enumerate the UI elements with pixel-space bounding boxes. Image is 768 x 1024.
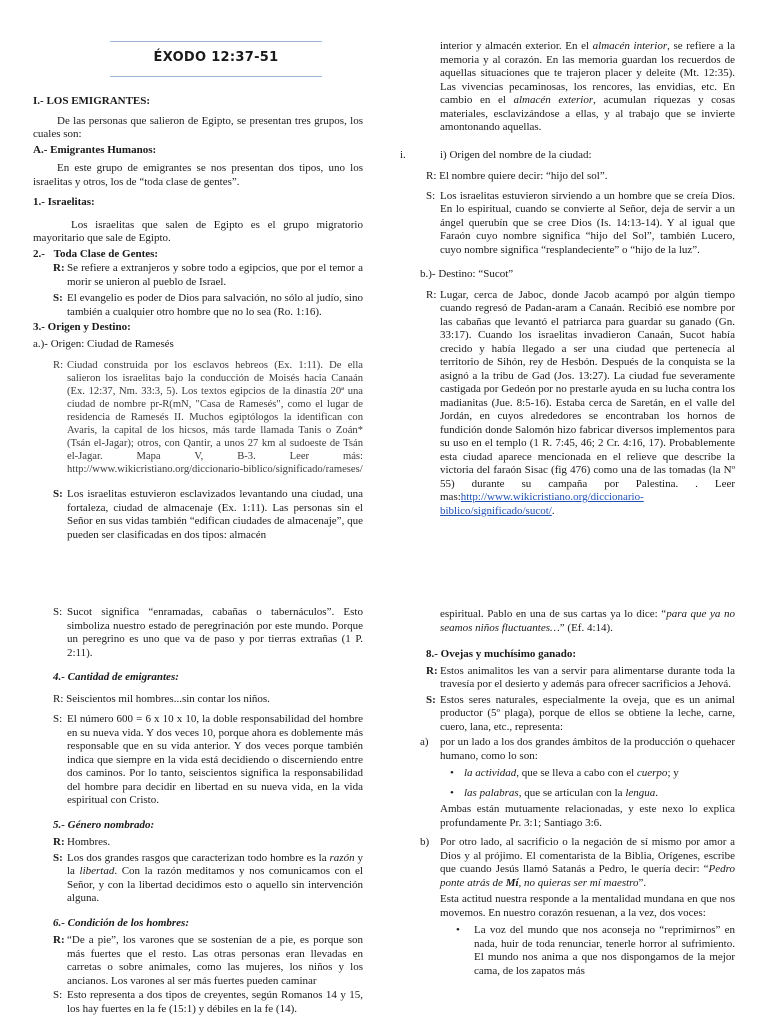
- list-item-b: [398, 836, 735, 890]
- left-column-top: [33, 95, 363, 542]
- paragraph: Esta actitud nuestra responde a la mentalidad mundana en que nos movemos. En nuestro corazón resuenan, a la vez, dos voces:: [440, 893, 735, 919]
- text-run: y la: [67, 851, 363, 877]
- paragraph-text: Lugar, cerca de Jaboc, donde Jacob acampó por algún tiempo cuando regresó de Padan-aram a Canaán. Recibió ese nombre por las cabañas que levantó el patriarca para guardar su ganado (Gn. 33:17). Cuando los israelitas invadieron Canaán, Sucot había crecido y había llegado a ser una ciudad que pertenecía al territorio de Sihón, rey de Hesbón. Después de la conquista se la asignó a la tribu de Gad (Jos. 13:27). La ciudad fue severamente castigada por Gedeón por no prestarle ayuda en su lucha contra los madianitas (Jue. 8:5-16). Estaba cerca de Saretán, en el valle del Jordán, en cuyos alrededores se encontraban los hornos de fundición donde Salomón hizo fabricar diversos implementos para su uso en el templo (1 R. 7:45, 46; 2 Cr. 4:16, 17). Probablemente esta ciudad aparece mencionada en el relieve que describe la victoria del faraón Sisac (fig 476) como una de las tomadas (la Nº 55) durante su campaña por Palestina. . Leer mas:: [440, 288, 735, 503]
- r-paragraph: [33, 359, 363, 476]
- paragraph: [398, 40, 735, 135]
- r-paragraph: [33, 836, 363, 850]
- paragraph: [398, 608, 735, 635]
- paragraph-text: El evangelio es poder de Dios para salvación, no sólo al judío, sino también a cualquier otro hombre que no lo sea (Ro. 1:16).: [67, 292, 363, 318]
- paragraph: En este grupo de emigrantes se nos presentan dos tipos, uno los israelitas y otros, los de “toda clase de gentes”.: [33, 162, 363, 188]
- subsection-heading: A.- Emigrantes Humanos:: [33, 143, 157, 156]
- s-label: S:: [53, 488, 63, 500]
- bullet-icon: •: [450, 767, 454, 779]
- r-label: R:: [426, 288, 437, 301]
- s-label: S:: [53, 292, 63, 304]
- r-paragraph: [33, 262, 363, 289]
- text-run-bold-italic: Mí: [505, 876, 519, 889]
- s-paragraph: [33, 989, 363, 1016]
- s-paragraph: [33, 713, 363, 808]
- r-paragraph: [398, 665, 735, 692]
- text-run-italic: almacén interior: [592, 40, 668, 52]
- paragraph-text: Se refiere a extranjeros y sobre todo a egipcios, que por el temor a morir se unieron al pueblo de Israel.: [67, 262, 363, 288]
- paragraph-text: “De a pie”, los varones que se sostenían de a pie, es porque son más fuertes que el resto. Las otras personas eran llevadas en carretas o sobre animales, como las mujeres, los niños y los ancianos. Los varones al ser más fuertes pueden caminar: [67, 934, 363, 987]
- r-label: R:: [53, 262, 65, 274]
- text-run-italic: , no quieras ser: [518, 876, 590, 889]
- text-run-italic: lengua: [625, 786, 656, 799]
- paragraph-text: Los israelitas estuvieron sirviendo a un hombre que se creía Dios. En lo espiritual, cuando se convierte al Señor, deja de servir a un ángel querubín que se cree Dios (Is. 14:13-14). Y al igual que Faraón cuyo nombre significa “hijo del Sol”, también Lucero, cuyo nombre significa “resplandeciente” o “hijo de la luz”.: [440, 189, 735, 256]
- s-paragraph: [33, 852, 363, 906]
- right-column-top: [398, 40, 735, 518]
- text-run: ”.: [638, 876, 647, 889]
- paragraph: Ambas están mutuamente relacionadas, y este nexo lo explica profundamente Pr. 3:1; Santiago 3:6.: [440, 803, 735, 829]
- s-label: S:: [426, 693, 436, 706]
- text-run: ” (Ef. 4:14).: [559, 621, 613, 634]
- paragraph: De las personas que salieron de Egipto, se presentan tres grupos, los cuales son:: [33, 114, 363, 140]
- subsection-heading: 3.- Origen y Destino:: [33, 321, 131, 333]
- paragraph-text: Ciudad construida por los esclavos hebreos (Ex. 1:11). De ella salieron los israelitas bajo la conducción de Moisés hacia Canaán (Ex. 12:37, Nm. 33:3, 5). Los textos egipcios de la dinastía 20ª una ciudad de nombre pr-R(mN, "Casa de Ramesés", como el lugar de residencia de Ramesés II. Muchos egiptólogos la identifican con Avaris, la capital de los hicsos, más tarde llamada Tanis o Zoán* (Tsán el-Jagar); otros, con Qantir, a unos 27 km al sudoeste de Tsán el-Jagar. Mapa V, B-3. Leer más: http://www.wikicristiano.org/diccionario-biblico/significado/rameses/: [67, 360, 363, 475]
- paragraph-text: Esto representa a dos tipos de creyentes, según Romanos 14 y 15, los hay fuertes en la fe (15:1) y débiles en la fe (14).: [67, 989, 363, 1015]
- text-run: , acumulan riquezas y cosas materiales, esclavizándose a ellas, y al trabajo que se invierte amontonando aquellas.: [440, 94, 735, 133]
- text-run: , se refiere a la memoria y al corazón. En las memoria guardan los recuerdos de aquellas situaciones que te trajeron placer y deleite (Mt. 12:35). Las vivencias pecaminosas, los rencores, las envidias, etc. En cambio en el: [440, 40, 735, 106]
- sucot-link[interactable]: http://www.wikicristiano.org/diccionario-biblico/significado/sucot/: [440, 491, 644, 517]
- r-label: R:: [53, 934, 65, 946]
- list-item-a: [398, 736, 735, 763]
- s-label: S:: [53, 851, 63, 864]
- text-run: .: [551, 504, 555, 517]
- paragraph-text: Hombres.: [67, 836, 111, 848]
- list-label: b): [420, 836, 430, 848]
- bullet-item: [398, 787, 735, 801]
- s-paragraph: [33, 488, 363, 542]
- page-title: ÉXODO 12:37-51: [153, 50, 279, 65]
- bullet-item: [398, 924, 735, 978]
- paragraph: Los israelitas que salen de Egipto es el grupo migratorio mayoritario que sale de Egipto.: [33, 218, 363, 244]
- bullet-item: [398, 767, 735, 781]
- text-run-italic: cuerpo: [636, 767, 668, 779]
- list-label: a): [420, 736, 429, 748]
- subheading: b.)- Destino: “Sucot”: [420, 268, 514, 280]
- title-rule-top: [110, 41, 322, 42]
- s-label: S:: [53, 989, 63, 1001]
- r-paragraph: [33, 934, 363, 988]
- subsection-heading: 1.- Israelitas:: [33, 196, 95, 208]
- heading-number: 2.-: [33, 247, 45, 260]
- text-run-italic: mí maestro: [589, 876, 639, 889]
- s-label: S:: [426, 189, 436, 202]
- text-run-italic: almacén exterior: [513, 94, 594, 106]
- roman-numeral: i.: [400, 148, 406, 161]
- text-run-italic: razón: [329, 851, 355, 864]
- paragraph-text: por un lado a los dos grandes ámbitos de la producción o quehacer humano, como lo son:: [440, 736, 735, 762]
- text-run: .: [655, 786, 659, 799]
- s-label: S:: [53, 606, 63, 618]
- s-paragraph: [33, 292, 363, 319]
- text-run-italic: Pedro ponte atrás de: [440, 863, 735, 889]
- heading-text: Toda Clase de Gentes:: [53, 247, 159, 260]
- section-heading: I.- LOS EMIGRANTES:: [33, 95, 151, 107]
- right-column-bottom: [398, 608, 735, 978]
- text-run: ; y: [667, 767, 679, 779]
- text-run-italic: la actividad: [464, 767, 517, 779]
- left-column-bottom: [33, 606, 363, 1016]
- s-paragraph: [398, 190, 735, 258]
- text-run: Los dos grandes rasgos que caracterizan todo hombre es la: [67, 851, 330, 864]
- subsection-heading: [33, 248, 363, 262]
- s-paragraph: [398, 694, 735, 735]
- r-label: R:: [426, 664, 438, 677]
- subheading: i) Origen del nombre de la ciudad:: [440, 148, 592, 161]
- paragraph-text: Estos seres naturales, especialmente la oveja, que es un animal productor (5º plaga), porque de ellos se obtiene la leche, carne, cuero, lana, etc., representa:: [440, 693, 735, 733]
- text-run-italic: libertad: [79, 865, 115, 877]
- text-run: , que se articulan con la: [518, 786, 626, 799]
- text-run: . Con la razón meditamos y nos comunicamos con el Señor, y con la libertad decidimos esto o aquello sin intervención alguna.: [67, 865, 363, 904]
- s-paragraph: [33, 606, 363, 660]
- text-run-italic: las palabras: [464, 786, 519, 799]
- text-run: Por otro lado, al sacrificio o la negación de sí mismo por amor a Dios y al prójimo. El comentarista de la Biblia, Orígenes, escribe que cuando Jesús llamó Satanás a Pedro, le quería decir: “: [440, 836, 735, 875]
- text-run: espiritual. Pablo en una de sus cartas ya lo dice: “: [440, 608, 667, 620]
- paragraph-text: La voz del mundo que nos aconseja no “reprimirnos” en nada, huir de toda renunciar, tenerle horror al sufrimiento. El mundo nos anima a que nos dispongamos de la mejor cama, de los zapatos más: [474, 924, 735, 977]
- r-label: R:: [53, 360, 64, 371]
- s-label: S:: [53, 713, 63, 725]
- bullet-icon: •: [456, 924, 460, 936]
- subheading: a.)- Origen: Ciudad de Ramesés: [33, 337, 174, 350]
- subsection-heading: 5.- Género nombrado:: [53, 818, 155, 831]
- text-run: interior y almacén exterior. En el: [440, 40, 593, 52]
- text-run-italic: para que ya no seamos niños fluctuantes…: [440, 608, 735, 634]
- r-paragraph: R: El nombre quiere decir: “hijo del sol”.: [426, 170, 608, 182]
- roman-item: [398, 149, 735, 163]
- subsection-heading: 4.- Cantidad de emigrantes:: [53, 671, 179, 683]
- r-paragraph: R: Seiscientos mil hombres...sin contar los niños.: [53, 692, 270, 705]
- text-run: , que se lleva a cabo con el: [516, 767, 637, 779]
- title-rule-bottom: [110, 76, 322, 77]
- paragraph-text: El número 600 = 6 x 10 x 10, la doble responsabilidad del hombre en su nueva vida. Y dos veces 10, porque ahora es doblemente más responsable que en su vida anterior. Y dos veces porque también indica que siempre en la vida está decidiendo o discerniendo entre dos caminos. Por lo tanto, seiscientos significa la responsabilidad del hombre para decidir en libertad en su nueva vida, en la vida espiritual con Cristo.: [67, 713, 363, 806]
- r-label: R:: [53, 836, 65, 848]
- subsection-heading: 6.- Condición de los hombres:: [53, 916, 189, 929]
- paragraph-text: Los israelitas estuvieron esclavizados levantando una ciudad, una fortaleza, ciudad de almacenaje (Ex. 1:11). Las personas sin el Señor en sus vidas también “edifican ciudades de almacenaje”, que pueden ser clasificadas en dos tipos: almacén: [67, 488, 363, 541]
- paragraph-text: Sucot significa “enramadas, cabañas o tabernáculos”. Esto simboliza nuestro estado de peregrinación por este mundo. Porque un peregrino es uno que va de paso y por tierras extrañas (1 P. 2:11).: [67, 606, 363, 659]
- paragraph-text: Estos animalitos les van a servir para alimentarse durante toda la travesía por el desierto y además para ofrecer sacrificios a Jehová.: [440, 664, 735, 690]
- bullet-icon: •: [450, 786, 454, 799]
- subsection-heading: 8.- Ovejas y muchísimo ganado:: [426, 648, 577, 660]
- r-paragraph: [398, 289, 735, 519]
